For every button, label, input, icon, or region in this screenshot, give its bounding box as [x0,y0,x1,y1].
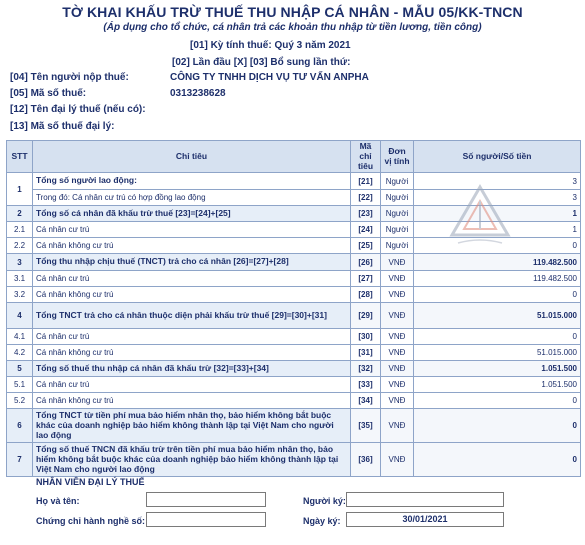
row-label: Tổng thu nhập chịu thuế (TNCT) trả cho cá nhân [26]=[27]+[28] [33,254,351,271]
table-row [7,443,581,477]
row-stt: 5.1 [7,377,33,393]
taxpayer-name: CÔNG TY TNHH DỊCH VỤ TƯ VẤN ANPHA [170,72,369,83]
taxpayer-code: [04] [10,72,28,83]
agent-taxid-line [10,121,114,132]
row-value: 3 [414,190,581,206]
row-unit: VNĐ [381,377,414,393]
row-stt: 2 [7,206,33,222]
taxid-label: Mã số thuế: [30,88,87,99]
taxid-code: [05] [10,88,28,99]
row-value: 119.482.500 [414,254,581,271]
row-label: Tổng số thuế TNCN đã khấu trừ trên tiền phí mua bảo hiểm nhân thọ, bảo hiểm không bắt buộc khác của doanh nghiệp bảo hiểm không thành lập tại Việt Nam cho người lao động [33,443,351,477]
row-code: [36] [351,443,381,477]
row-value: 0 [414,409,581,443]
sign-date-label: Ngày ký: [303,516,341,526]
row-stt: 3.1 [7,271,33,287]
table-row [7,361,581,377]
row-stt: 3.2 [7,287,33,303]
row-value: 51.015.000 [414,345,581,361]
supplement-label: Bổ sung lần thứ: [270,57,351,68]
row-stt: 2.1 [7,222,33,238]
table-row [7,254,581,271]
row-code: [35] [351,409,381,443]
row-unit: Người [381,222,414,238]
header-value: Số người/Số tiền [414,141,581,173]
row-code: [29] [351,303,381,329]
row-code: [25] [351,238,381,254]
row-label: Cá nhân cư trú [33,222,351,238]
agent-name-field[interactable] [146,492,266,507]
row-stt: 4.1 [7,329,33,345]
agent-code: [12] [10,104,28,115]
row-code: [32] [351,361,381,377]
declaration-type-line [172,57,350,68]
row-unit: VNĐ [381,271,414,287]
row-code: [31] [351,345,381,361]
row-unit: Người [381,173,414,190]
signer-label: Người ký: [303,496,346,506]
row-stt: 4 [7,303,33,329]
tax-period-text: Kỳ tính thuế: Quý 3 năm 2021 [210,40,351,51]
row-label: Cá nhân cư trú [33,271,351,287]
row-value: 0 [414,287,581,303]
row-unit: Người [381,238,414,254]
row-stt: 2.2 [7,238,33,254]
header-stt: STT [7,141,33,173]
row-label: Cá nhân không cư trú [33,393,351,409]
row-value: 1 [414,222,581,238]
first-time-checkbox[interactable]: [X] [233,57,248,68]
row-value: 0 [414,393,581,409]
anpha-logo-icon [448,183,512,249]
signer-field[interactable] [346,492,504,507]
row-label: Tổng số thuế thu nhập cá nhân đã khấu trừ [32]=[33]+[34] [33,361,351,377]
agent-line [10,104,146,115]
table-row [7,303,581,329]
tax-period-line [190,40,351,51]
row-label: Cá nhân cư trú [33,377,351,393]
row-code: [21] [351,173,381,190]
row-stt: 5.2 [7,393,33,409]
agent-taxid-code: [13] [10,121,28,132]
row-unit: VNĐ [381,303,414,329]
row-stt: 3 [7,254,33,271]
row-unit: VNĐ [381,409,414,443]
agent-taxid-label: Mã số thuế đại lý: [30,121,115,132]
header-code: Mã chỉ tiêu [351,141,381,173]
agent-label: Tên đại lý thuế (nếu có): [30,104,146,115]
taxid-line [10,88,86,99]
tax-period-code: [01] [190,40,208,51]
row-value: 0 [414,329,581,345]
table-row [7,329,581,345]
row-code: [28] [351,287,381,303]
row-stt: 1 [7,173,33,206]
cert-number-label: Chứng chỉ hành nghề số: [36,516,146,526]
first-time-label: Lần đầu [192,57,231,68]
first-time-code: [02] [172,57,190,68]
row-value: 0 [414,443,581,477]
row-unit: VNĐ [381,329,414,345]
row-label: Cá nhân cư trú [33,329,351,345]
row-label: Tổng TNCT trả cho cá nhân thuộc diện phải khấu trừ thuế [29]=[30]+[31] [33,303,351,329]
row-unit: VNĐ [381,393,414,409]
row-code: [30] [351,329,381,345]
row-code: [27] [351,271,381,287]
row-label: Tổng TNCT từ tiền phí mua bảo hiểm nhân thọ, bảo hiểm không bắt buộc khác của doanh nghiệp bảo hiểm không thành lập tại Việt Nam cho người lao động [33,409,351,443]
table-row [7,345,581,361]
form-title: TỜ KHAI KHẤU TRỪ THUẾ THU NHẬP CÁ NHÂN - MẪU 05/KK-TNCN [62,4,523,20]
row-value: 51.015.000 [414,303,581,329]
taxpayer-line [10,72,129,83]
row-code: [24] [351,222,381,238]
row-unit: VNĐ [381,345,414,361]
supplement-code: [03] [249,57,268,68]
row-stt: 6 [7,409,33,443]
row-stt: 5 [7,361,33,377]
header-indicator: Chỉ tiêu [33,141,351,173]
row-code: [23] [351,206,381,222]
agent-section-title: NHÂN VIÊN ĐẠI LÝ THUẾ [36,477,145,487]
row-code: [26] [351,254,381,271]
row-unit: VNĐ [381,287,414,303]
row-label: Tổng số người lao động: [33,173,351,190]
agent-name-label: Họ và tên: [36,496,80,506]
row-unit: Người [381,206,414,222]
row-unit: VNĐ [381,361,414,377]
row-stt: 7 [7,443,33,477]
table-header-row [7,141,581,173]
row-label: Trong đó: Cá nhân cư trú có hợp đồng lao động [33,190,351,206]
row-value: 1.051.500 [414,361,581,377]
row-value: 1 [414,206,581,222]
row-stt: 4.2 [7,345,33,361]
row-value: 0 [414,238,581,254]
row-value: 1.051.500 [414,377,581,393]
row-unit: VNĐ [381,254,414,271]
row-unit: VNĐ [381,443,414,477]
table-row [7,287,581,303]
sign-date-field[interactable]: 30/01/2021 [346,512,504,527]
row-value: 119.482.500 [414,271,581,287]
row-code: [34] [351,393,381,409]
table-row [7,393,581,409]
cert-number-field[interactable] [146,512,266,527]
table-row [7,271,581,287]
row-label: Tổng số cá nhân đã khấu trừ thuế [23]=[24]+[25] [33,206,351,222]
row-code: [33] [351,377,381,393]
table-row [7,409,581,443]
row-label: Cá nhân không cư trú [33,238,351,254]
taxid-value: 0313238628 [170,88,226,99]
taxpayer-label: Tên người nộp thuế: [30,72,129,83]
header-unit: Đơn vị tính [381,141,414,173]
table-row [7,377,581,393]
row-unit: Người [381,190,414,206]
row-label: Cá nhân không cư trú [33,345,351,361]
form-subtitle: (Áp dụng cho tổ chức, cá nhân trả các khoản thu nhập từ tiền lương, tiền công) [103,22,482,33]
row-value: 3 [414,173,581,190]
row-label: Cá nhân không cư trú [33,287,351,303]
row-code: [22] [351,190,381,206]
